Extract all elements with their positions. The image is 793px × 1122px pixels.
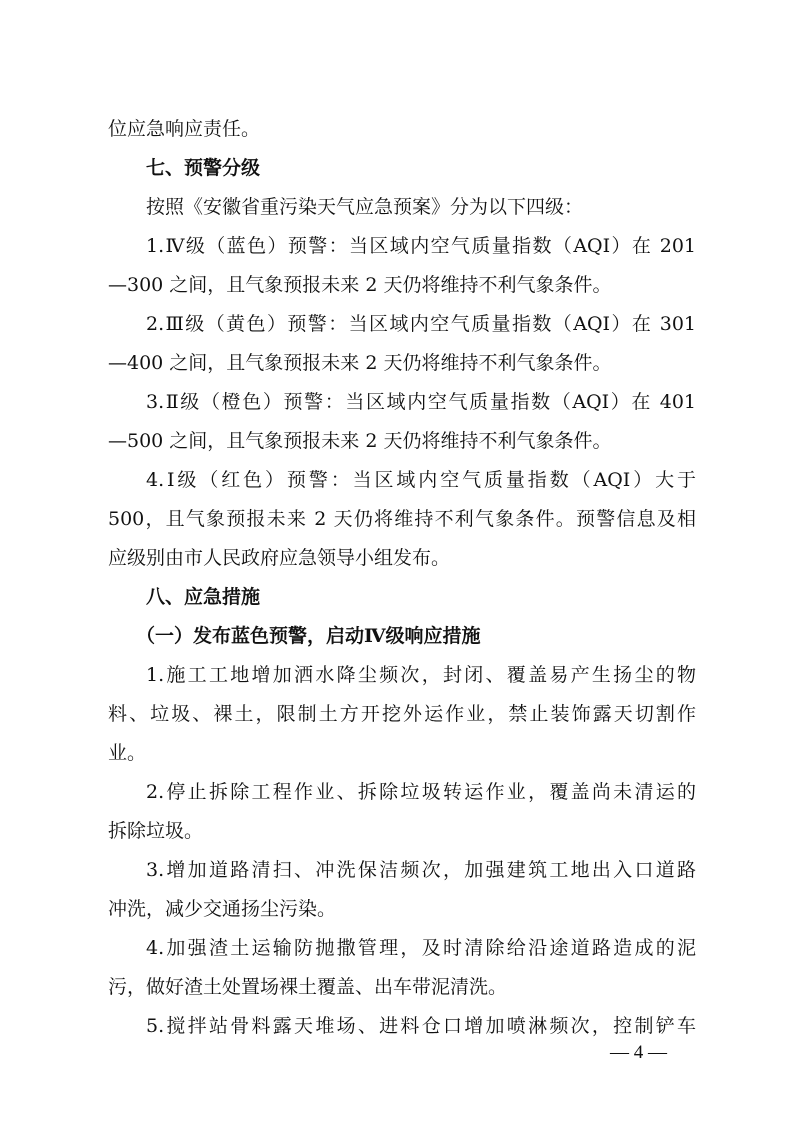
text-line: —300 之间，且气象预报未来 2 天仍将维持不利气象条件。 xyxy=(108,274,612,296)
text-line: —500 之间，且气象预报未来 2 天仍将维持不利气象条件。 xyxy=(108,430,612,452)
text-line: 业。 xyxy=(108,742,147,764)
text-line: 污，做好渣土处置场裸土覆盖、出车带泥清洗。 xyxy=(108,976,508,998)
text-line: 500，且气象预报未来 2 天仍将维持不利气象条件。预警信息及相 xyxy=(108,508,696,530)
text-line: 5.搅拌站骨料露天堆场、进料仓口增加喷淋频次，控制铲车 xyxy=(146,1015,696,1037)
subsection-heading-1: （一）发布蓝色预警，启动Ⅳ级响应措施 xyxy=(136,625,481,647)
section-heading-8: 八、应急措施 xyxy=(146,586,261,608)
text-line: —400 之间，且气象预报未来 2 天仍将维持不利气象条件。 xyxy=(108,352,612,374)
text-line: 3.Ⅱ级（橙色）预警：当区域内空气质量指数（AQI）在 401 xyxy=(146,391,696,413)
page-number: — 4 — xyxy=(610,1042,667,1063)
text-line: 冲洗，减少交通扬尘污染。 xyxy=(108,898,337,920)
text-line: 应级别由市人民政府应急领导小组发布。 xyxy=(108,547,451,569)
text-line: 位应急响应责任。 xyxy=(108,118,261,140)
text-line: 1.Ⅳ级（蓝色）预警：当区域内空气质量指数（AQI）在 201 xyxy=(146,235,696,257)
text-line: 按照《安徽省重污染天气应急预案》分为以下四级： xyxy=(146,196,584,218)
text-line: 4.加强渣土运输防抛撒管理，及时清除给沿途道路造成的泥 xyxy=(146,937,696,959)
text-line: 2.停止拆除工程作业、拆除垃圾转运作业，覆盖尚未清运的 xyxy=(146,781,696,803)
text-line: 2.Ⅲ级（黄色）预警：当区域内空气质量指数（AQI）在 301 xyxy=(146,313,696,335)
text-line: 拆除垃圾。 xyxy=(108,820,204,842)
text-line: 1.施工工地增加洒水降尘频次，封闭、覆盖易产生扬尘的物 xyxy=(146,664,696,686)
text-line: 料、垃圾、裸土，限制土方开挖外运作业，禁止装饰露天切割作 xyxy=(108,703,696,725)
text-line: 3.增加道路清扫、冲洗保洁频次，加强建筑工地出入口道路 xyxy=(146,859,696,881)
section-heading-7: 七、预警分级 xyxy=(146,157,261,179)
text-line: 4.Ⅰ级（红色）预警：当区域内空气质量指数（AQI）大于 xyxy=(146,469,696,491)
